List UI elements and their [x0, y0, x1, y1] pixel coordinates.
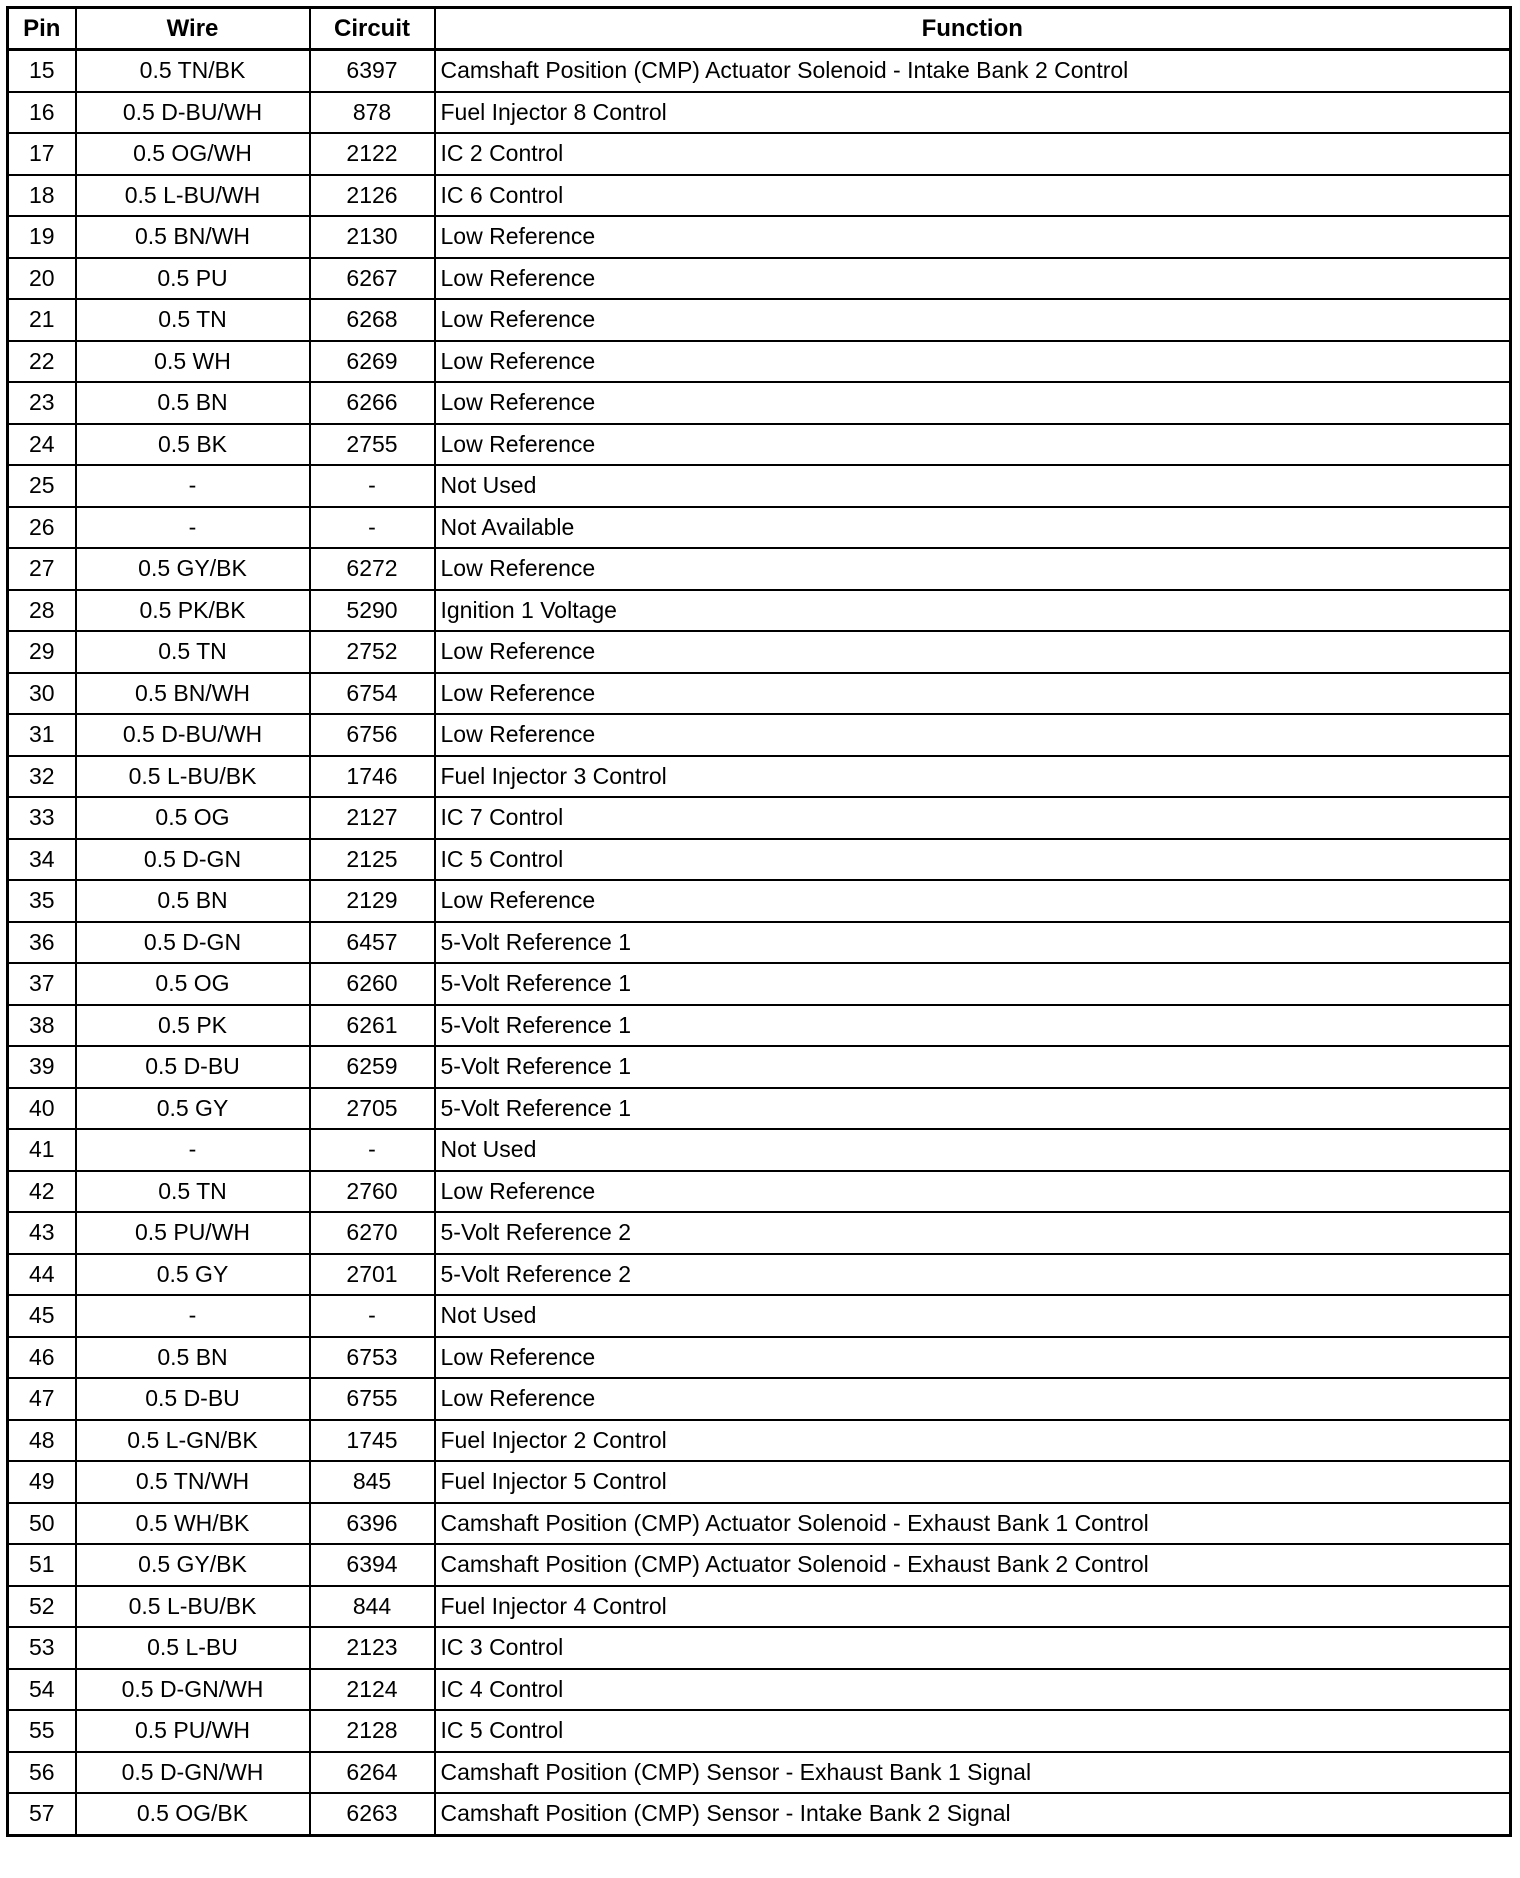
wire-cell: 0.5 OG/WH: [76, 133, 310, 175]
table-row: [8, 1586, 1511, 1628]
function-cell: Low Reference: [435, 548, 1511, 590]
table-row: [8, 548, 1511, 590]
table-row: [8, 1254, 1511, 1296]
function-cell: Ignition 1 Voltage: [435, 590, 1511, 632]
table-row: [8, 382, 1511, 424]
pin-cell: 22: [8, 341, 76, 383]
wire-cell: 0.5 BN: [76, 880, 310, 922]
pin-cell: 34: [8, 839, 76, 881]
circuit-cell: 6457: [310, 922, 435, 964]
function-cell: IC 7 Control: [435, 797, 1511, 839]
table-row: [8, 880, 1511, 922]
circuit-cell: 2129: [310, 880, 435, 922]
circuit-cell: 6754: [310, 673, 435, 715]
function-cell: Low Reference: [435, 880, 1511, 922]
pin-cell: 37: [8, 963, 76, 1005]
function-cell: Camshaft Position (CMP) Sensor - Intake Bank 2 Signal: [435, 1793, 1511, 1835]
wire-cell: -: [76, 1295, 310, 1337]
circuit-cell: -: [310, 1129, 435, 1171]
table-row: [8, 341, 1511, 383]
function-cell: IC 6 Control: [435, 175, 1511, 217]
circuit-cell: 6269: [310, 341, 435, 383]
table-row: [8, 1627, 1511, 1669]
wire-cell: 0.5 GY/BK: [76, 1544, 310, 1586]
table-row: [8, 1420, 1511, 1462]
pin-cell: 25: [8, 465, 76, 507]
pin-cell: 32: [8, 756, 76, 798]
pin-cell: 40: [8, 1088, 76, 1130]
circuit-cell: 6394: [310, 1544, 435, 1586]
circuit-cell: 2123: [310, 1627, 435, 1669]
function-cell: Camshaft Position (CMP) Actuator Solenoid - Intake Bank 2 Control: [435, 50, 1511, 92]
function-cell: Low Reference: [435, 631, 1511, 673]
wire-cell: 0.5 BN: [76, 382, 310, 424]
pin-cell: 52: [8, 1586, 76, 1628]
wire-cell: 0.5 L-BU/BK: [76, 756, 310, 798]
table-row: [8, 50, 1511, 92]
pin-cell: 29: [8, 631, 76, 673]
circuit-cell: 878: [310, 92, 435, 134]
wire-cell: 0.5 OG: [76, 963, 310, 1005]
circuit-cell: 6260: [310, 963, 435, 1005]
pin-cell: 27: [8, 548, 76, 590]
connector-pinout-table: [6, 6, 1512, 1837]
function-cell: IC 4 Control: [435, 1669, 1511, 1711]
column-header-pin: Pin: [8, 8, 76, 50]
pin-cell: 23: [8, 382, 76, 424]
circuit-cell: 6397: [310, 50, 435, 92]
wire-cell: 0.5 L-BU: [76, 1627, 310, 1669]
circuit-cell: 2128: [310, 1710, 435, 1752]
pin-cell: 30: [8, 673, 76, 715]
function-cell: Fuel Injector 5 Control: [435, 1461, 1511, 1503]
table-row: [8, 1752, 1511, 1794]
circuit-cell: 1745: [310, 1420, 435, 1462]
pin-cell: 26: [8, 507, 76, 549]
pin-cell: 31: [8, 714, 76, 756]
pin-cell: 55: [8, 1710, 76, 1752]
pin-cell: 28: [8, 590, 76, 632]
function-cell: Low Reference: [435, 258, 1511, 300]
wire-cell: 0.5 PU/WH: [76, 1710, 310, 1752]
table-row: [8, 1710, 1511, 1752]
function-cell: IC 2 Control: [435, 133, 1511, 175]
circuit-cell: 2124: [310, 1669, 435, 1711]
wire-cell: 0.5 OG/BK: [76, 1793, 310, 1835]
function-cell: 5-Volt Reference 1: [435, 1088, 1511, 1130]
function-cell: Fuel Injector 3 Control: [435, 756, 1511, 798]
function-cell: Low Reference: [435, 341, 1511, 383]
function-cell: Fuel Injector 4 Control: [435, 1586, 1511, 1628]
table-row: [8, 714, 1511, 756]
wire-cell: 0.5 D-BU: [76, 1046, 310, 1088]
circuit-cell: 5290: [310, 590, 435, 632]
pin-cell: 56: [8, 1752, 76, 1794]
function-cell: Fuel Injector 8 Control: [435, 92, 1511, 134]
wire-cell: 0.5 WH/BK: [76, 1503, 310, 1545]
pin-cell: 18: [8, 175, 76, 217]
function-cell: Not Used: [435, 1129, 1511, 1171]
circuit-cell: 2705: [310, 1088, 435, 1130]
wire-cell: -: [76, 1129, 310, 1171]
circuit-cell: 6266: [310, 382, 435, 424]
table-row: [8, 507, 1511, 549]
table-row: [8, 1503, 1511, 1545]
circuit-cell: 6753: [310, 1337, 435, 1379]
function-cell: Low Reference: [435, 216, 1511, 258]
table-header-row: [8, 8, 1511, 50]
wire-cell: 0.5 TN: [76, 1171, 310, 1213]
wire-cell: 0.5 PU: [76, 258, 310, 300]
table-body: [8, 50, 1511, 1836]
wire-cell: 0.5 GY: [76, 1254, 310, 1296]
pin-cell: 35: [8, 880, 76, 922]
wire-cell: 0.5 GY/BK: [76, 548, 310, 590]
table-row: [8, 1005, 1511, 1047]
function-cell: 5-Volt Reference 1: [435, 963, 1511, 1005]
wire-cell: 0.5 D-GN: [76, 922, 310, 964]
table-row: [8, 673, 1511, 715]
pin-cell: 57: [8, 1793, 76, 1835]
function-cell: Not Available: [435, 507, 1511, 549]
circuit-cell: 2701: [310, 1254, 435, 1296]
function-cell: 5-Volt Reference 2: [435, 1212, 1511, 1254]
wire-cell: 0.5 PK/BK: [76, 590, 310, 632]
pin-cell: 17: [8, 133, 76, 175]
function-cell: Fuel Injector 2 Control: [435, 1420, 1511, 1462]
function-cell: Not Used: [435, 1295, 1511, 1337]
table-row: [8, 839, 1511, 881]
pin-cell: 15: [8, 50, 76, 92]
wire-cell: 0.5 TN: [76, 631, 310, 673]
wire-cell: 0.5 BN/WH: [76, 216, 310, 258]
table-row: [8, 1337, 1511, 1379]
function-cell: Low Reference: [435, 1171, 1511, 1213]
wire-cell: 0.5 L-BU/WH: [76, 175, 310, 217]
table-row: [8, 92, 1511, 134]
wire-cell: 0.5 PU/WH: [76, 1212, 310, 1254]
pin-cell: 19: [8, 216, 76, 258]
pin-cell: 38: [8, 1005, 76, 1047]
function-cell: Low Reference: [435, 424, 1511, 466]
wire-cell: 0.5 OG: [76, 797, 310, 839]
function-cell: IC 5 Control: [435, 1710, 1511, 1752]
function-cell: 5-Volt Reference 1: [435, 1046, 1511, 1088]
pin-cell: 54: [8, 1669, 76, 1711]
circuit-cell: -: [310, 1295, 435, 1337]
table-row: [8, 1461, 1511, 1503]
circuit-cell: 2126: [310, 175, 435, 217]
circuit-cell: 6396: [310, 1503, 435, 1545]
pin-cell: 46: [8, 1337, 76, 1379]
table-row: [8, 1212, 1511, 1254]
table-row: [8, 1669, 1511, 1711]
wire-cell: 0.5 D-BU/WH: [76, 92, 310, 134]
pin-cell: 50: [8, 1503, 76, 1545]
pin-cell: 20: [8, 258, 76, 300]
pin-cell: 43: [8, 1212, 76, 1254]
circuit-cell: 6263: [310, 1793, 435, 1835]
circuit-cell: 2755: [310, 424, 435, 466]
circuit-cell: -: [310, 465, 435, 507]
circuit-cell: 844: [310, 1586, 435, 1628]
function-cell: Low Reference: [435, 714, 1511, 756]
pin-cell: 24: [8, 424, 76, 466]
table-row: [8, 590, 1511, 632]
wire-cell: -: [76, 465, 310, 507]
table-row: [8, 1544, 1511, 1586]
table-row: [8, 1171, 1511, 1213]
table-row: [8, 299, 1511, 341]
wire-cell: 0.5 BN: [76, 1337, 310, 1379]
table-row: [8, 1295, 1511, 1337]
circuit-cell: 6268: [310, 299, 435, 341]
circuit-cell: 6264: [310, 1752, 435, 1794]
circuit-cell: 2130: [310, 216, 435, 258]
circuit-cell: 6756: [310, 714, 435, 756]
pin-cell: 51: [8, 1544, 76, 1586]
pin-cell: 39: [8, 1046, 76, 1088]
function-cell: Camshaft Position (CMP) Sensor - Exhaust Bank 1 Signal: [435, 1752, 1511, 1794]
wire-cell: 0.5 D-BU/WH: [76, 714, 310, 756]
circuit-cell: 845: [310, 1461, 435, 1503]
function-cell: Not Used: [435, 465, 1511, 507]
pin-cell: 21: [8, 299, 76, 341]
table-row: [8, 963, 1511, 1005]
table-row: [8, 631, 1511, 673]
pin-cell: 47: [8, 1378, 76, 1420]
table-row: [8, 1793, 1511, 1835]
function-cell: Low Reference: [435, 1337, 1511, 1379]
function-cell: Camshaft Position (CMP) Actuator Solenoid - Exhaust Bank 2 Control: [435, 1544, 1511, 1586]
wire-cell: 0.5 L-BU/BK: [76, 1586, 310, 1628]
wire-cell: 0.5 WH: [76, 341, 310, 383]
wire-cell: 0.5 D-GN: [76, 839, 310, 881]
circuit-cell: 6261: [310, 1005, 435, 1047]
table-row: [8, 922, 1511, 964]
table-row: [8, 465, 1511, 507]
pin-cell: 16: [8, 92, 76, 134]
table-row: [8, 133, 1511, 175]
table-row: [8, 1378, 1511, 1420]
wire-cell: 0.5 TN: [76, 299, 310, 341]
wire-cell: -: [76, 507, 310, 549]
wire-cell: 0.5 L-GN/BK: [76, 1420, 310, 1462]
pin-cell: 48: [8, 1420, 76, 1462]
function-cell: IC 3 Control: [435, 1627, 1511, 1669]
circuit-cell: 2125: [310, 839, 435, 881]
circuit-cell: 1746: [310, 756, 435, 798]
circuit-cell: 6267: [310, 258, 435, 300]
function-cell: IC 5 Control: [435, 839, 1511, 881]
pin-cell: 42: [8, 1171, 76, 1213]
table-row: [8, 797, 1511, 839]
pin-cell: 49: [8, 1461, 76, 1503]
wire-cell: 0.5 GY: [76, 1088, 310, 1130]
pin-cell: 41: [8, 1129, 76, 1171]
function-cell: Camshaft Position (CMP) Actuator Solenoid - Exhaust Bank 1 Control: [435, 1503, 1511, 1545]
table-row: [8, 216, 1511, 258]
pin-cell: 44: [8, 1254, 76, 1296]
pin-cell: 53: [8, 1627, 76, 1669]
column-header-circuit: Circuit: [310, 8, 435, 50]
circuit-cell: -: [310, 507, 435, 549]
wire-cell: 0.5 D-BU: [76, 1378, 310, 1420]
table-row: [8, 175, 1511, 217]
function-cell: Low Reference: [435, 673, 1511, 715]
wire-cell: 0.5 PK: [76, 1005, 310, 1047]
function-cell: 5-Volt Reference 2: [435, 1254, 1511, 1296]
wire-cell: 0.5 TN/BK: [76, 50, 310, 92]
table-row: [8, 424, 1511, 466]
wire-cell: 0.5 TN/WH: [76, 1461, 310, 1503]
function-cell: Low Reference: [435, 299, 1511, 341]
circuit-cell: 2760: [310, 1171, 435, 1213]
column-header-wire: Wire: [76, 8, 310, 50]
circuit-cell: 2127: [310, 797, 435, 839]
table-row: [8, 258, 1511, 300]
circuit-cell: 6270: [310, 1212, 435, 1254]
table-row: [8, 1046, 1511, 1088]
function-cell: Low Reference: [435, 382, 1511, 424]
pin-cell: 33: [8, 797, 76, 839]
table-row: [8, 1129, 1511, 1171]
function-cell: 5-Volt Reference 1: [435, 922, 1511, 964]
circuit-cell: 6272: [310, 548, 435, 590]
pin-cell: 36: [8, 922, 76, 964]
function-cell: 5-Volt Reference 1: [435, 1005, 1511, 1047]
wire-cell: 0.5 BK: [76, 424, 310, 466]
wire-cell: 0.5 D-GN/WH: [76, 1669, 310, 1711]
function-cell: Low Reference: [435, 1378, 1511, 1420]
pin-cell: 45: [8, 1295, 76, 1337]
circuit-cell: 2752: [310, 631, 435, 673]
wire-cell: 0.5 D-GN/WH: [76, 1752, 310, 1794]
wire-cell: 0.5 BN/WH: [76, 673, 310, 715]
circuit-cell: 2122: [310, 133, 435, 175]
circuit-cell: 6755: [310, 1378, 435, 1420]
column-header-function: Function: [435, 8, 1511, 50]
circuit-cell: 6259: [310, 1046, 435, 1088]
table-row: [8, 756, 1511, 798]
table-row: [8, 1088, 1511, 1130]
